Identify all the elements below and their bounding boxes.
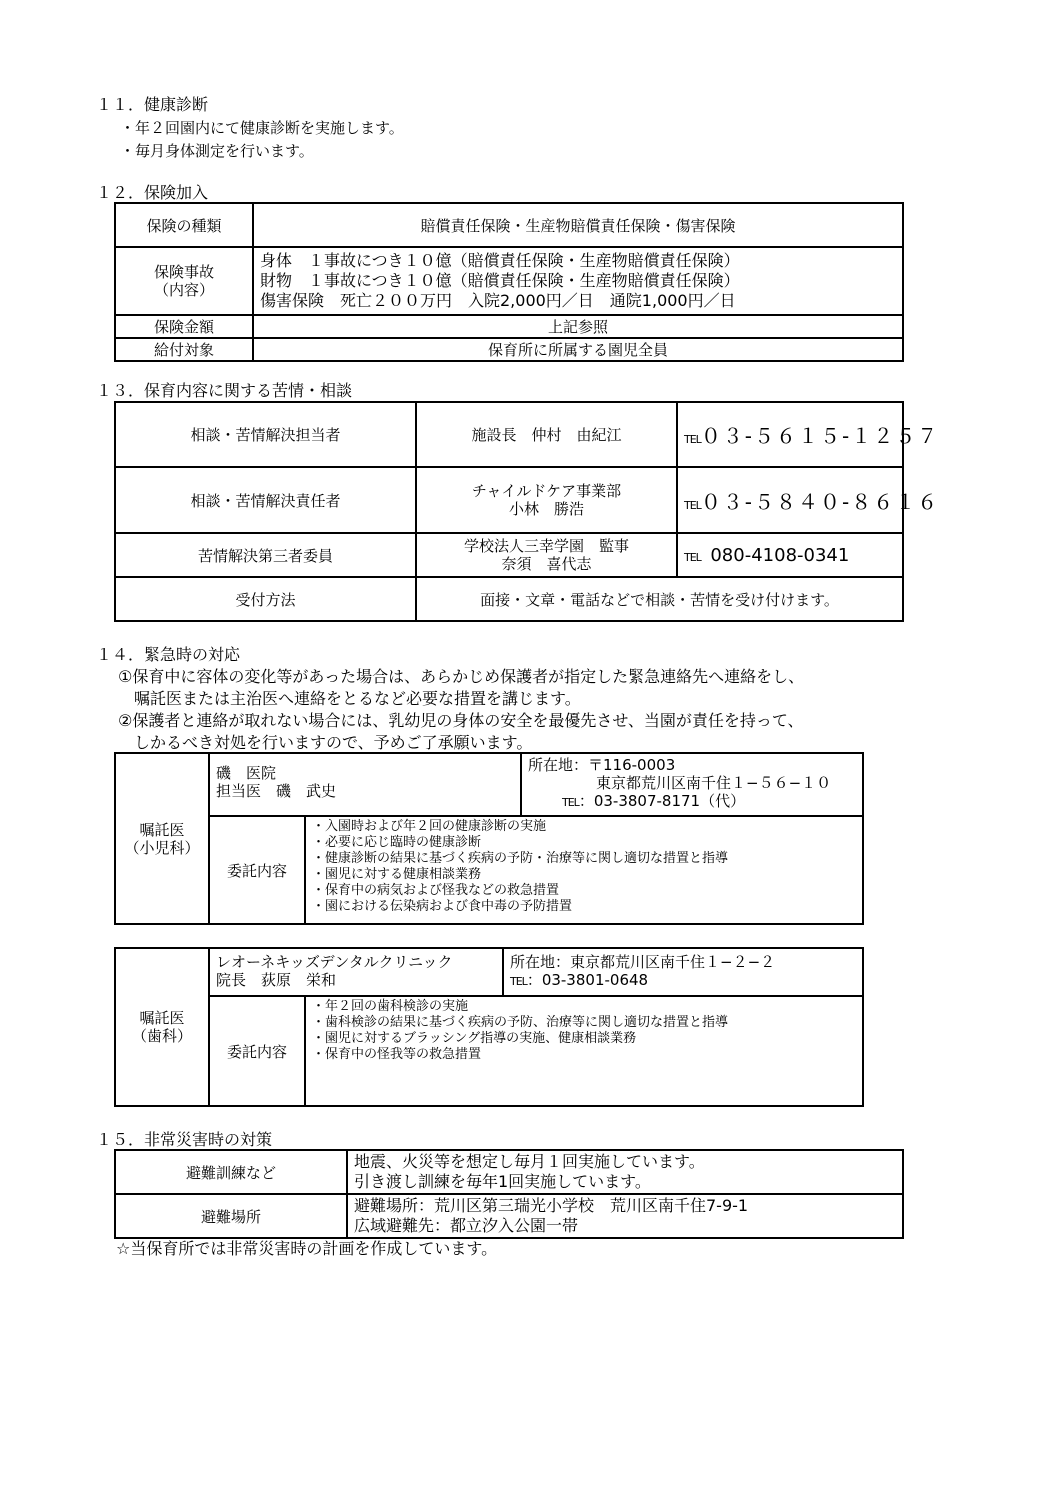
disaster-value: 地震、火災等を想定し毎月１回実施しています。 引き渡し訓練を毎年1回実施しています。 [347,1150,903,1194]
s14-paragraph: 嘱託医または主治医へ連絡をとるなど必要な措置を講じます。 [118,689,581,708]
complaint-role: 相談・苦情解決担当者 [115,402,416,467]
list-item: ・保育中の病気および怪我などの救急措置 [312,883,560,898]
disaster-label: 避難訓練など [115,1150,347,1194]
complaint-role: 受付方法 [115,577,416,621]
list-item: ・年２回の歯科検診の実施 [312,999,469,1014]
table-row [115,467,903,533]
disaster-value: 避難場所：荒川区第三瑞光小学校 荒川区南千住7-9-1 広域避難先：都立汐入公園一帯 [347,1194,903,1238]
doctor-type-label: 嘱託医 （歯科） [115,948,209,1106]
insurance-label: 給付対象 [115,338,253,361]
table-row [115,577,903,621]
table-row [115,1150,903,1194]
insurance-label: 保険の種類 [115,203,253,247]
complaint-table [114,401,940,622]
duty-list [305,996,863,1106]
list-item: ・必要に応じ臨時の健康診断 [312,835,482,850]
section-12-heading: １２．保険加入 [96,183,209,202]
complaint-tel: TEL０３-５８４０-８６１６ [677,467,903,533]
table-row [115,203,903,247]
table-row [115,315,903,338]
clinic-name: 磯 医院 担当医 磯 武史 [209,753,521,816]
s14-paragraph: ②保護者と連絡が取れない場合には、乳幼児の身体の安全を最優先させ、当園が責任を持って、 [118,711,804,730]
complaint-person: 学校法人三幸学園 監事 奈須 喜代志 [416,533,677,577]
clinic-name: レオーネキッズデンタルクリニック 院長 荻原 栄和 [209,948,503,996]
list-item: ・園における伝染病および食中毒の予防措置 [312,899,573,914]
table-row [115,247,903,315]
list-item: ・健康診断の結果に基づく疾病の予防・治療等に関し適切な措置と指導 [312,851,729,866]
duty-label: 委託内容 [209,996,305,1106]
complaint-method: 面接・文章・電話などで相談・苦情を受け付けます。 [416,577,903,621]
duty-list [305,816,863,924]
table-row [115,948,863,996]
list-item: ・入園時および年２回の健康診断の実施 [312,819,547,834]
insurance-value: 上記参照 [253,315,903,338]
s14-paragraph: しかるべき対処を行いますので、予めご了承願います。 [118,733,533,752]
insurance-value: 保育所に所属する園児全員 [253,338,903,361]
doctor-type-label: 嘱託医 （小児科） [115,753,209,924]
pediatric-doctor-table [114,752,864,925]
complaint-tel: TEL 080-4108-0341 [677,533,903,577]
complaint-person: チャイルドケア事業部 小林 勝浩 [416,467,677,533]
table-row [115,753,863,816]
list-item: ・園児に対する健康相談業務 [312,867,482,882]
s11-item: ・年２回園内にて健康診断を実施します。 [120,119,404,137]
insurance-label: 保険金額 [115,315,253,338]
section-13-heading: １３．保育内容に関する苦情・相談 [96,381,353,400]
table-row [115,1194,903,1238]
table-row [115,996,863,1106]
list-item: ・園児に対するブラッシング指導の実施、健康相談業務 [312,1031,637,1046]
section-15-heading: １５．非常災害時の対策 [96,1130,273,1149]
table-row [115,816,863,924]
section-11-heading: １１．健康診断 [96,95,209,114]
complaint-role: 相談・苦情解決責任者 [115,467,416,533]
clinic-address: 所在地：東京都荒川区南千住１−２−２ TEL：03-3801-0648 [503,948,863,996]
duty-label: 委託内容 [209,816,305,924]
dental-doctor-table [114,947,864,1107]
section-14-heading: １４．緊急時の対応 [96,645,241,664]
insurance-label: 保険事故 （内容） [115,247,253,315]
table-row [115,402,903,467]
clinic-address: 所在地：〒116-0003 東京都荒川区南千住１−５６−１０ TEL：03-3807-8171（代） [521,753,863,816]
complaint-tel: TEL０３-５６１５-１２５７ [677,402,903,467]
s11-item: ・毎月身体測定を行います。 [120,142,314,160]
complaint-role: 苦情解決第三者委員 [115,533,416,577]
s14-paragraph: ①保育中に容体の変化等があった場合は、あらかじめ保護者が指定した緊急連絡先へ連絡をし、 [118,667,805,686]
disaster-label: 避難場所 [115,1194,347,1238]
table-row [115,338,903,361]
disaster-note: ☆当保育所では非常災害時の計画を作成しています。 [116,1239,498,1258]
list-item: ・保育中の怪我等の救急措置 [312,1047,482,1062]
insurance-table [114,202,904,362]
table-row [115,533,903,577]
complaint-person: 施設長 仲村 由紀江 [416,402,677,467]
insurance-value: 賠償責任保険・生産物賠償責任保険・傷害保険 [253,203,903,247]
list-item: ・歯科検診の結果に基づく疾病の予防、治療等に関し適切な措置と指導 [312,1015,729,1030]
insurance-value: 身体 １事故につき１０億（賠償責任保険・生産物賠償責任保険） 財物 １事故につき１０億（賠償責任保険・生産物賠償責任保険） 傷害保険 死亡２００万円 入院2,000円／日 通院1,000円／日 [253,247,903,315]
disaster-table [114,1149,904,1239]
